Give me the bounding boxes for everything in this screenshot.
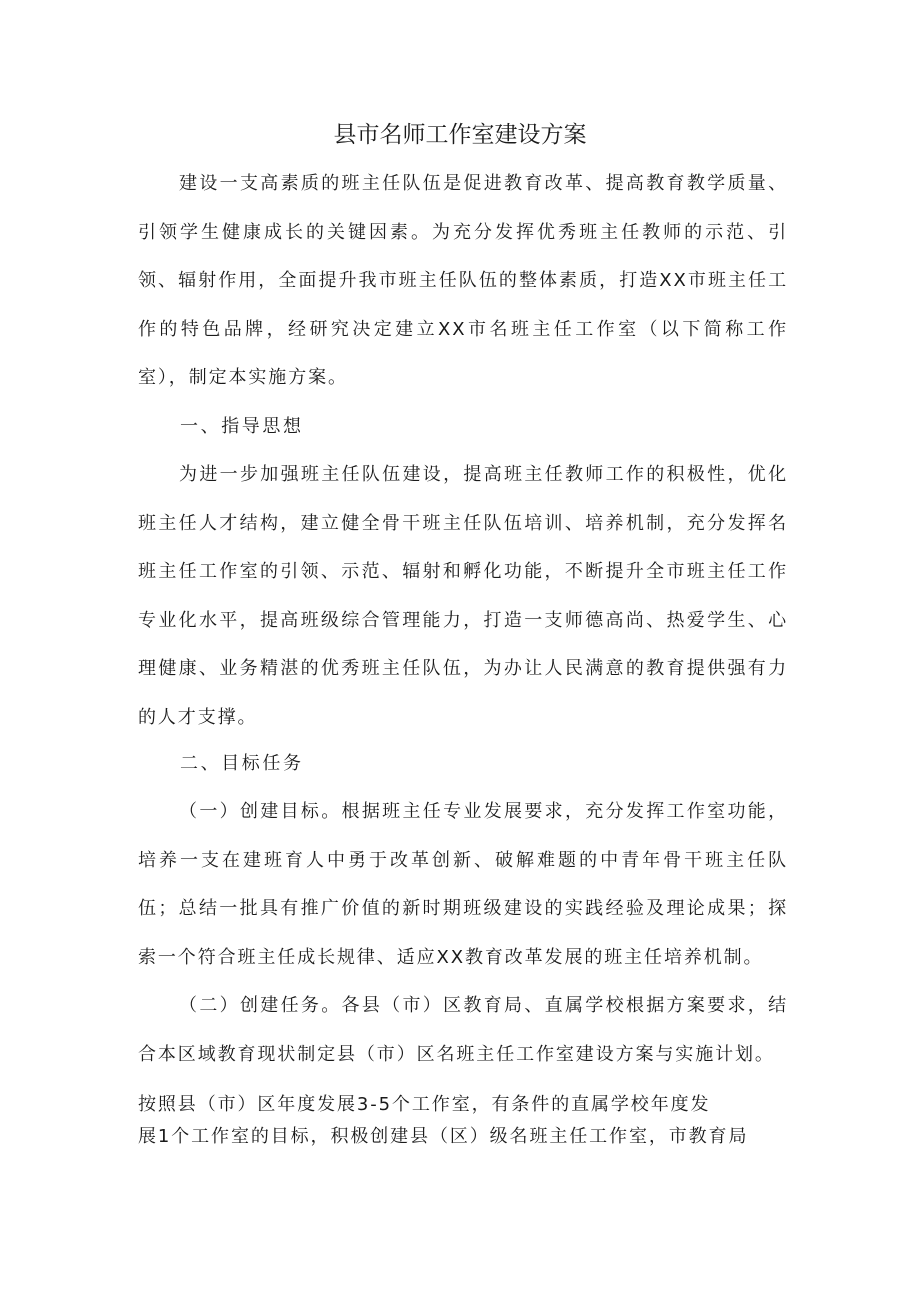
creation-task-continued-line: 展1个工作室的目标，积极创建县（区）级名班主任工作室，市教育局 (138, 1126, 749, 1147)
document-title: 县市名师工作室建设方案 (333, 122, 587, 148)
creation-task-paragraph: （二）创建任务。各县（市）区教育局、直属学校根据方案要求，结合本区域教育现状制定县（市）区名班主任工作室建设方案与实施计划。 (138, 995, 788, 1065)
section-heading-guiding-ideology: 一、指导思想 (180, 416, 304, 437)
section-heading-goals-tasks: 二、目标任务 (180, 753, 304, 774)
creation-goal-paragraph: （一）创建目标。根据班主任专业发展要求，充分发挥工作室功能，培养一支在建班育人中勇于改革创新、破解难题的中青年骨干班主任队伍；总结一批具有推广价值的新时期班级建设的实践经验及理论成果；探索一个符合班主任成长规律、适应XX教育改革发展的班主任培养机制。 (138, 801, 788, 968)
creation-task-continued-line: 按照县（市）区年度发展3-5个工作室，有条件的直属学校年度发 (138, 1094, 711, 1115)
intro-paragraph: 建设一支高素质的班主任队伍是促进教育改革、提高教育教学质量、引领学生健康成长的关键因素。为充分发挥优秀班主任教师的示范、引领、辐射作用，全面提升我市班主任队伍的整体素质，打造XX市班主任工作的特色品牌，经研究决定建立XX市名班主任工作室（以下简称工作室），制定本实施方案。 (138, 173, 788, 388)
guiding-ideology-paragraph: 为进一步加强班主任队伍建设，提高班主任教师工作的积极性，优化班主任人才结构，建立健全骨干班主任队伍培训、培养机制，充分发挥名班主任工作室的引领、示范、辐射和孵化功能，不断提升全市班主任工作专业化水平，提高班级综合管理能力，打造一支师德高尚、热爱学生、心理健康、业务精湛的优秀班主任队伍，为办让人民满意的教育提供强有力的人才支撑。 (138, 464, 788, 728)
